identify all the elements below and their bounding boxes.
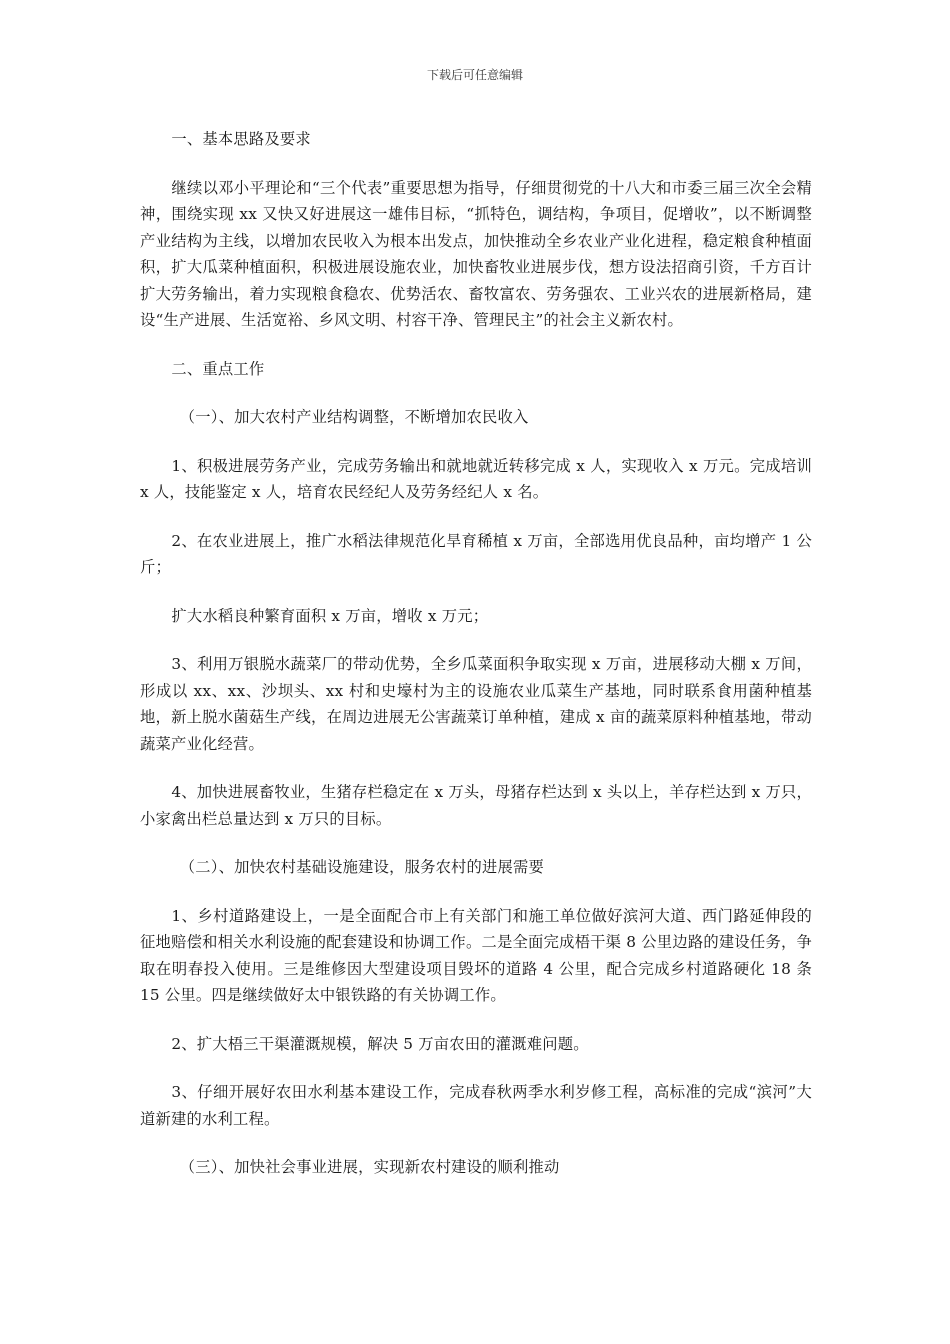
paragraph-item: 2、扩大梧三干渠灌溉规模，解决 5 万亩农田的灌溉难问题。 (171, 1034, 589, 1053)
document-body (140, 126, 812, 1181)
subsection-heading-2: （二）、加快农村基础设施建设，服务农村的进展需要 (179, 858, 545, 876)
paragraph-item: 4、加快进展畜牧业，生猪存栏稳定在 x 万头，母猪存栏达到 x 头以上，羊存栏达到 x 万只，小家禽出栏总量达到 x 万只的目标。 (140, 783, 812, 828)
paragraph-item: 3、仔细开展好农田水利基本建设工作，完成春秋两季水利岁修工程，高标准的完成“滨河”大道新建的水利工程。 (140, 1083, 812, 1128)
paragraph-overview: 继续以邓小平理论和“三个代表”重要思想为指导，仔细贯彻党的十八大和市委三届三次全会精神，围绕实现 xx 又快又好进展这一雄伟目标，“抓特色，调结构，争项目，促增收”，以不断调整产业结构为主线，以增加农民收入为根本出发点，加快推动全乡农业产业化进程，稳定粮食种植面积，扩大瓜菜种植面积，积极进展设施农业，加快畜牧业进展步伐，想方设法招商引资，千方百计扩大劳务输出，着力实现粮食稳农、优势活农、畜牧富农、劳务强农、工业兴农的进展新格局，建设“生产进展、生活宽裕、乡风文明、村容干净、管理民主”的社会主义新农村。 (140, 178, 812, 329)
section-heading-1: 一、基本思路及要求 (171, 130, 311, 148)
paragraph-item: 2、在农业进展上，推广水稻法律规范化旱育稀植 x 万亩，全部选用优良品种，亩均增产 1 公斤； (140, 531, 812, 576)
paragraph-item: 1、积极进展劳务产业，完成劳务输出和就地就近转移完成 x 人，实现收入 x 万元。完成培训 x 人，技能鉴定 x 人，培育农民经纪人及劳务经纪人 x 名。 (140, 456, 812, 501)
paragraph-item: 3、利用万银脱水蔬菜厂的带动优势，全乡瓜菜面积争取实现 x 万亩，进展移动大棚 x 万间，形成以 xx、xx、沙坝头、xx 村和史壕村为主的设施农业瓜菜生产基地，同时联系食用菌种植基地，新上脱水菌菇生产线，在周边进展无公害蔬菜订单种植，建成 x 亩的蔬菜原料种植基地，带动蔬菜产业化经营。 (140, 655, 812, 753)
subsection-heading-3: （三）、加快社会事业进展，实现新农村建设的顺利推动 (179, 1158, 560, 1176)
paragraph-item: 扩大水稻良种繁育面积 x 万亩，增收 x 万元； (171, 606, 489, 625)
section-heading-2: 二、重点工作 (171, 359, 265, 378)
subsection-heading-1: （一）、加大农村产业结构调整，不断增加农民收入 (179, 408, 529, 426)
page-header: 下载后可任意编辑 (426, 68, 523, 82)
paragraph-item: 1、乡村道路建设上，一是全面配合市上有关部门和施工单位做好滨河大道、西门路延伸段的征地赔偿和相关水利设施的配套建设和协调工作。二是全面完成梧干渠 8 公里边路的建设任务，争取在明春投入使用。三是维修因大型建设项目毁坏的道路 4 公里，配合完成乡村道路硬化 18 条 15 公里。四是继续做好太中银铁路的有关协调工作。 (140, 906, 812, 1004)
